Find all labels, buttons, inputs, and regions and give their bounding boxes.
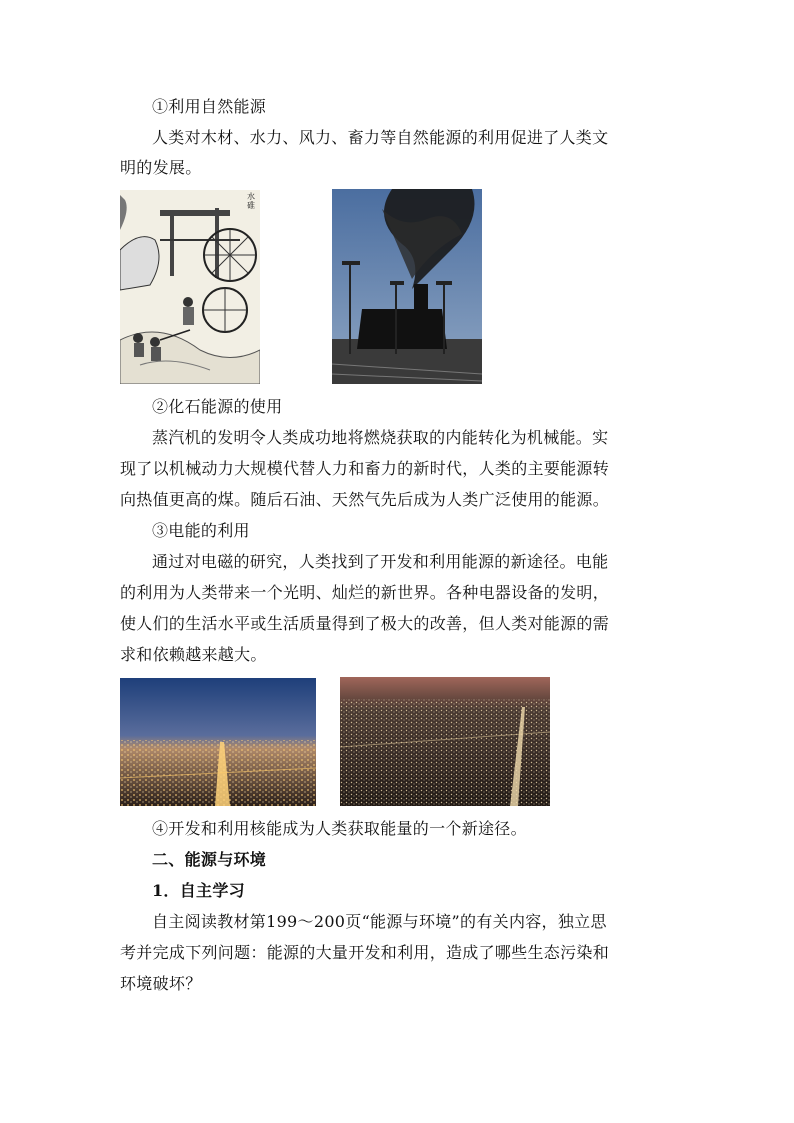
waterwheel-illustration <box>120 190 260 384</box>
question-line: 考并完成下列问题：能源的大量开发和利用，造成了哪些生态污染和 <box>120 943 610 962</box>
section-title-energy-environment: 二、能源与环境 <box>152 850 267 869</box>
subsection-self-study: 1．自主学习 <box>152 881 245 900</box>
paragraph-line: 人类对木材、水力、风力、畜力等自然能源的利用促进了人类文 <box>152 128 609 147</box>
night-city-blue-drawing <box>120 678 316 806</box>
night-city-sepia-drawing <box>340 677 550 806</box>
paragraph-line: 通过对电磁的研究，人类找到了开发和利用能源的新途径。电能 <box>152 552 609 571</box>
night-city-photo-blue <box>120 678 316 806</box>
paragraph-line: 明的发展。 <box>120 158 202 177</box>
waterwheel-stamp: 水碓 <box>247 192 255 210</box>
paragraph-line: 求和依赖越来越大。 <box>120 645 267 664</box>
paragraph-line: 现了以机械动力大规模代替人力和畜力的新时代，人类的主要能源转 <box>120 459 610 478</box>
heading-nuclear-energy: ④开发和利用核能成为人类获取能量的一个新途径。 <box>152 819 527 838</box>
question-line: 环境破坏？ <box>120 974 202 993</box>
question-line: 自主阅读教材第199～200页“能源与环境”的有关内容，独立思 <box>152 912 607 931</box>
paragraph-line: 向热值更高的煤。随后石油、天然气先后成为人类广泛使用的能源。 <box>120 490 610 509</box>
night-city-photo-sepia <box>340 677 550 806</box>
waterwheel-drawing <box>120 190 260 384</box>
heading-natural-energy: ①利用自然能源 <box>152 97 267 116</box>
paragraph-line: 的利用为人类带来一个光明、灿烂的新世界。各种电器设备的发明， <box>120 583 610 602</box>
paragraph-line: 蒸汽机的发明令人类成功地将燃烧获取的内能转化为机械能。实 <box>152 428 609 447</box>
heading-fossil-energy: ②化石能源的使用 <box>152 397 283 416</box>
steam-locomotive-drawing <box>332 189 482 384</box>
heading-electric-energy: ③电能的利用 <box>152 521 250 540</box>
paragraph-line: 使人们的生活水平或生活质量得到了极大的改善，但人类对能源的需 <box>120 614 610 633</box>
steam-locomotive-photo <box>332 189 482 384</box>
